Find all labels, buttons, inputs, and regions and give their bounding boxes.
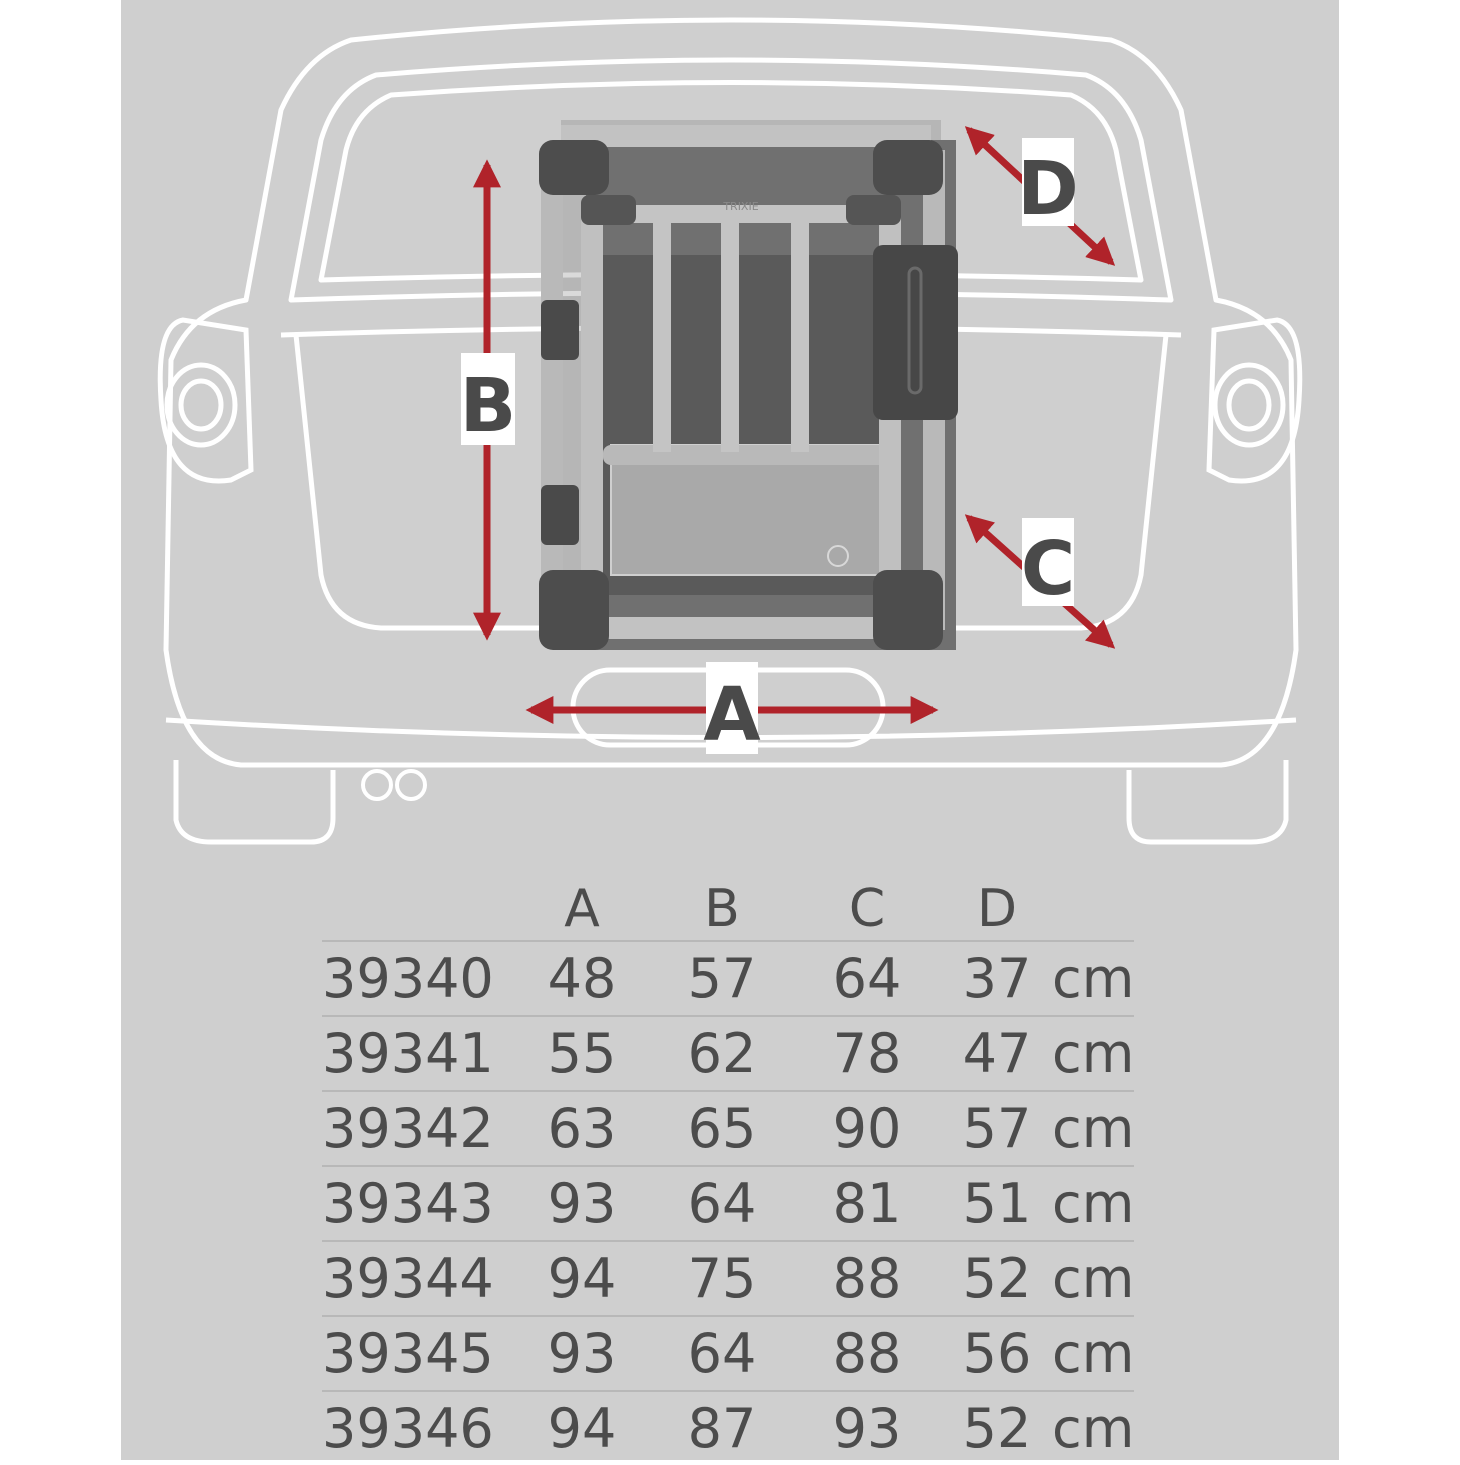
value-b: 65: [652, 1091, 792, 1166]
value-a: 94: [512, 1241, 652, 1316]
value-d: 57: [942, 1091, 1052, 1166]
table-row: [322, 1391, 1134, 1465]
unit: cm: [1052, 1016, 1134, 1091]
table-row: [322, 1091, 1134, 1166]
unit: cm: [1052, 1241, 1134, 1316]
value-a: 93: [512, 1316, 652, 1391]
value-c: 78: [792, 1016, 942, 1091]
header-b: B: [704, 879, 740, 939]
tail-light-left: [160, 320, 251, 481]
value-c: 93: [792, 1391, 942, 1465]
value-b: 87: [652, 1391, 792, 1465]
size-table: [322, 878, 1134, 1465]
value-d: 56: [942, 1316, 1052, 1391]
unit: cm: [1052, 1391, 1134, 1465]
article-number: 39342: [322, 1091, 512, 1166]
header-c: C: [848, 879, 886, 939]
value-a: 94: [512, 1391, 652, 1465]
car-crate-diagram: [121, 0, 1339, 880]
value-c: 88: [792, 1241, 942, 1316]
svg-text:D: D: [1017, 146, 1079, 232]
header-d: D: [976, 879, 1018, 939]
unit: cm: [1052, 941, 1134, 1016]
article-number: 39346: [322, 1391, 512, 1465]
table-header-row: [322, 878, 1134, 941]
value-d: 52: [942, 1391, 1052, 1465]
label-c: [1021, 518, 1075, 612]
table-row: [322, 941, 1134, 1016]
table-row: [322, 1241, 1134, 1316]
dog-crate: [539, 120, 958, 650]
exhaust-pipes: [363, 771, 425, 799]
label-d: [1017, 138, 1078, 232]
header-article: [322, 878, 512, 941]
value-c: 90: [792, 1091, 942, 1166]
value-d: 47: [942, 1016, 1052, 1091]
value-d: 51: [942, 1166, 1052, 1241]
article-number: 39343: [322, 1166, 512, 1241]
unit: cm: [1052, 1091, 1134, 1166]
table-row: [322, 1166, 1134, 1241]
unit: cm: [1052, 1166, 1134, 1241]
article-number: 39345: [322, 1316, 512, 1391]
value-a: 48: [512, 941, 652, 1016]
article-number: 39340: [322, 941, 512, 1016]
header-unit: [1052, 878, 1134, 941]
brand-logo: TRIXIE: [723, 200, 759, 213]
label-b: [460, 353, 516, 449]
value-b: 64: [652, 1316, 792, 1391]
unit: cm: [1052, 1316, 1134, 1391]
value-a: 63: [512, 1091, 652, 1166]
table-row: [322, 1316, 1134, 1391]
value-c: 88: [792, 1316, 942, 1391]
tail-light-right: [1209, 320, 1300, 481]
article-number: 39341: [322, 1016, 512, 1091]
value-b: 64: [652, 1166, 792, 1241]
svg-text:A: A: [703, 672, 761, 758]
header-a: A: [564, 879, 600, 939]
value-b: 75: [652, 1241, 792, 1316]
svg-text:B: B: [459, 363, 517, 449]
article-number: 39344: [322, 1241, 512, 1316]
label-a: [703, 662, 760, 758]
table-row: [322, 1016, 1134, 1091]
svg-text:C: C: [1020, 526, 1076, 612]
value-b: 62: [652, 1016, 792, 1091]
value-a: 93: [512, 1166, 652, 1241]
value-c: 64: [792, 941, 942, 1016]
value-c: 81: [792, 1166, 942, 1241]
value-d: 52: [942, 1241, 1052, 1316]
value-a: 55: [512, 1016, 652, 1091]
value-b: 57: [652, 941, 792, 1016]
value-d: 37: [942, 941, 1052, 1016]
